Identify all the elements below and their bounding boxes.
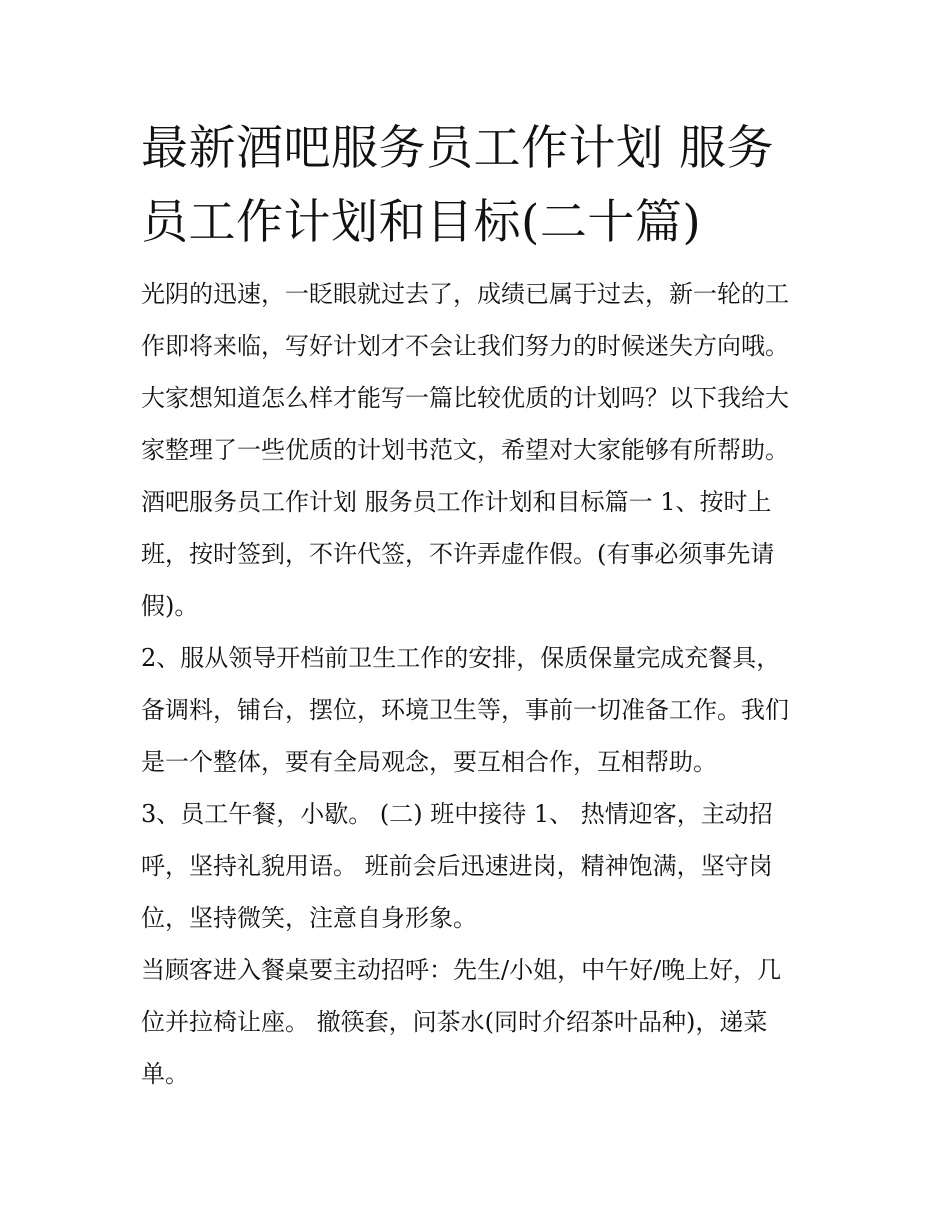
paragraph-item-3: 3、员工午餐，小歇。 (二) 班中接待 1、 热情迎客，主动招 呼，坚持礼貌用语。 班前会后迅速进岗，精神饱满，坚守岗 位，坚持微笑，注意自身形象。 [141, 800, 773, 932]
document-page [141, 112, 813, 1100]
paragraph-greeting: 当顾客进入餐桌要主动招呼：先生/小姐，中午好/晚上好，几 位并拉椅让座。 撤筷套，问茶水(同时介绍茶叶品种)，递菜 单。 [141, 956, 782, 1088]
paragraph-item-2: 2、服从领导开档前卫生工作的安排，保质保量完成充餐具， 备调料，铺台，摆位，环境卫生等，事前一切准备工作。我们 是一个整体，要有全局观念，要互相合作，互相帮助。 [141, 644, 789, 776]
document-title: 最新酒吧服务员工作计划 服务 员工作计划和目标(二十篇) [141, 121, 774, 250]
paragraph-intro: 光阴的迅速，一眨眼就过去了，成绩已属于过去，新一轮的工 作即将来临，写好计划才不会让我们努力的时候迷失方向哦。 大家想知道怎么样才能写一篇比较优质的计划吗？以下我给大 家整理了一些优质的计划书范文，希望对大家能够有所帮助。 酒吧服务员工作计划 服务员工作计划和目标篇一 1、按时上 班，按时签到，不许代签，不许弄虚作假。(有事必须事先请 假)。 [141, 280, 789, 620]
document-body [141, 268, 813, 1100]
